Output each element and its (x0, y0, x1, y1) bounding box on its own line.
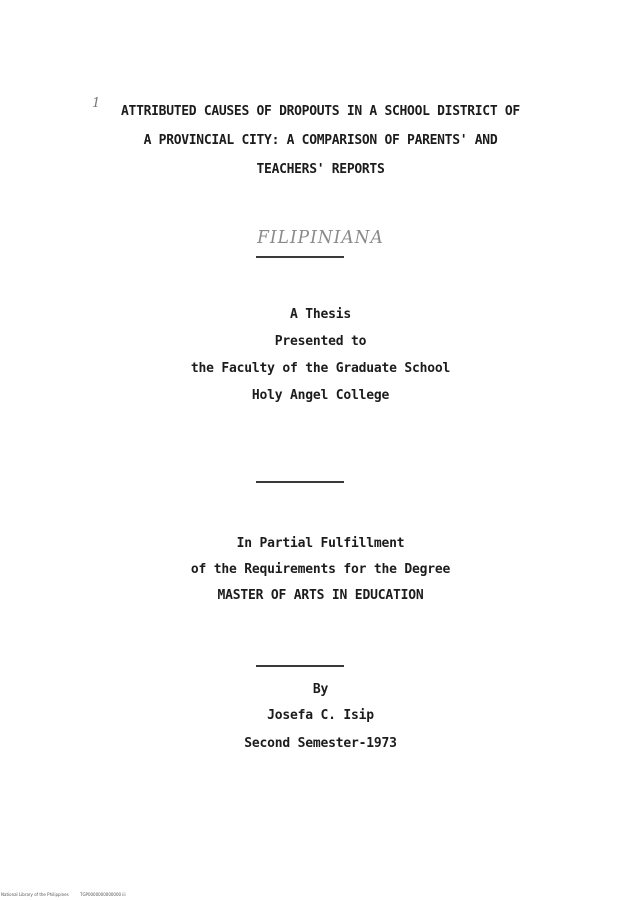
requirements-line: of the Requirements for the Degree (190, 562, 451, 577)
library-credit: National Library of the Philippines (1, 892, 69, 897)
title-line-3: TEACHERS' REPORTS (256, 162, 385, 177)
title-line-2: A PROVINCIAL CITY: A COMPARISON OF PARENTS' AND (143, 133, 498, 148)
margin-mark: 1 (92, 96, 101, 111)
presented-to: Presented to (274, 334, 367, 349)
divider-rule-2 (256, 481, 344, 483)
faculty-line: the Faculty of the Graduate School (190, 361, 451, 376)
thesis-label: A Thesis (289, 307, 351, 322)
degree-name: MASTER OF ARTS IN EDUCATION (217, 588, 424, 603)
fulfillment-line: In Partial Fulfillment (236, 536, 405, 551)
author-name: Josefa C. Isip (267, 708, 374, 723)
filipiniana-stamp: FILIPINIANA (257, 227, 384, 249)
by-label: By (312, 682, 329, 697)
divider-rule-1 (256, 256, 344, 258)
scan-code: TGP0000000000000 iii (80, 892, 126, 897)
divider-rule-3 (256, 665, 344, 667)
college-name: Holy Angel College (251, 388, 390, 403)
scan-footer (1, 892, 136, 897)
semester-year: Second Semester-1973 (244, 736, 397, 751)
title-line-1: ATTRIBUTED CAUSES OF DROPOUTS IN A SCHOOL DISTRICT OF (121, 104, 520, 119)
